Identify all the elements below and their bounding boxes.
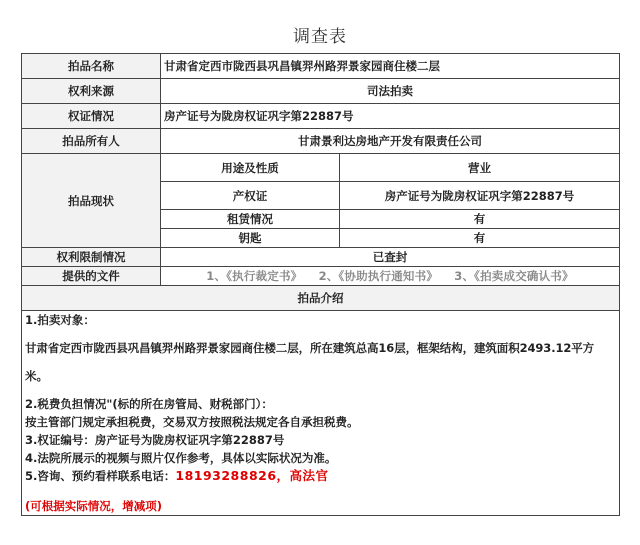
adjust-note: (可根据实际情况，增减项) xyxy=(25,499,163,513)
restriction-label: 权利限制情况 xyxy=(22,248,161,267)
document-link[interactable]: 3、《拍卖成交确认书》 xyxy=(454,269,574,283)
lease-label: 租赁情况 xyxy=(161,210,340,229)
contact-phone: 18193288826，高法官 xyxy=(175,468,329,483)
table-row xyxy=(22,154,620,182)
owner-label: 拍品所有人 xyxy=(22,129,161,154)
item-name-value: 甘肃省定西市陇西县巩昌镇羿州路羿景家园商住楼二层 xyxy=(161,54,620,79)
table-row xyxy=(22,104,620,129)
page-title: 调查表 xyxy=(293,27,347,47)
usage-label: 用途及性质 xyxy=(161,154,340,182)
table-row xyxy=(22,267,620,286)
property-right-value: 房产证号为陇房权证巩字第22887号 xyxy=(340,182,620,210)
tax-heading: 2.税费负担情况"(标的所在房管局、财税部门）： xyxy=(25,397,273,411)
table-row xyxy=(22,311,620,516)
documents-label: 提供的文件 xyxy=(22,267,161,286)
survey-table xyxy=(21,53,620,516)
intro-heading: 拍品介绍 xyxy=(22,286,620,311)
document-link[interactable]: 2、《协助执行通知书》 xyxy=(318,269,439,283)
intro-body xyxy=(22,311,620,516)
certificate-label: 权证情况 xyxy=(22,104,161,129)
contact-prefix: 5.咨询、预约看样联系电话： xyxy=(25,469,176,483)
object-text: 甘肃省定西市陇西县巩昌镇羿州路羿景家园商住楼二层，所在建筑总高16层，框架结构，建筑面积2493.12平方 xyxy=(25,341,595,355)
tax-text: 按主管部门规定承担税费，交易双方按照税法规定各自承担税费。 xyxy=(25,415,359,429)
contact-line xyxy=(25,467,616,485)
usage-value: 营业 xyxy=(340,154,620,182)
certificate-number: 3.权证编号：房产证号为陇房权证巩字第22887号 xyxy=(25,433,285,447)
rights-source-value: 司法拍卖 xyxy=(161,79,620,104)
documents-list xyxy=(161,267,620,286)
object-heading: 1.拍卖对象： xyxy=(25,313,95,327)
owner-value: 甘肃景利达房地产开发有限责任公司 xyxy=(161,129,620,154)
status-label: 拍品现状 xyxy=(22,154,161,248)
restriction-value: 已查封 xyxy=(161,248,620,267)
rights-source-label: 权利来源 xyxy=(22,79,161,104)
certificate-value: 房产证号为陇房权证巩字第22887号 xyxy=(161,104,620,129)
notice-text: 4.法院所展示的视频与照片仅作参考，具体以实际状况为准。 xyxy=(25,451,337,465)
object-text-end: 米。 xyxy=(25,369,48,383)
table-row xyxy=(22,79,620,104)
document-link[interactable]: 1、《执行裁定书》 xyxy=(206,269,303,283)
item-name-label: 拍品名称 xyxy=(22,54,161,79)
lease-value: 有 xyxy=(340,210,620,229)
table-row xyxy=(22,248,620,267)
keys-value: 有 xyxy=(340,229,620,248)
table-row xyxy=(22,54,620,79)
property-right-label: 产权证 xyxy=(161,182,340,210)
table-row xyxy=(22,286,620,311)
table-row xyxy=(22,129,620,154)
keys-label: 钥匙 xyxy=(161,229,340,248)
